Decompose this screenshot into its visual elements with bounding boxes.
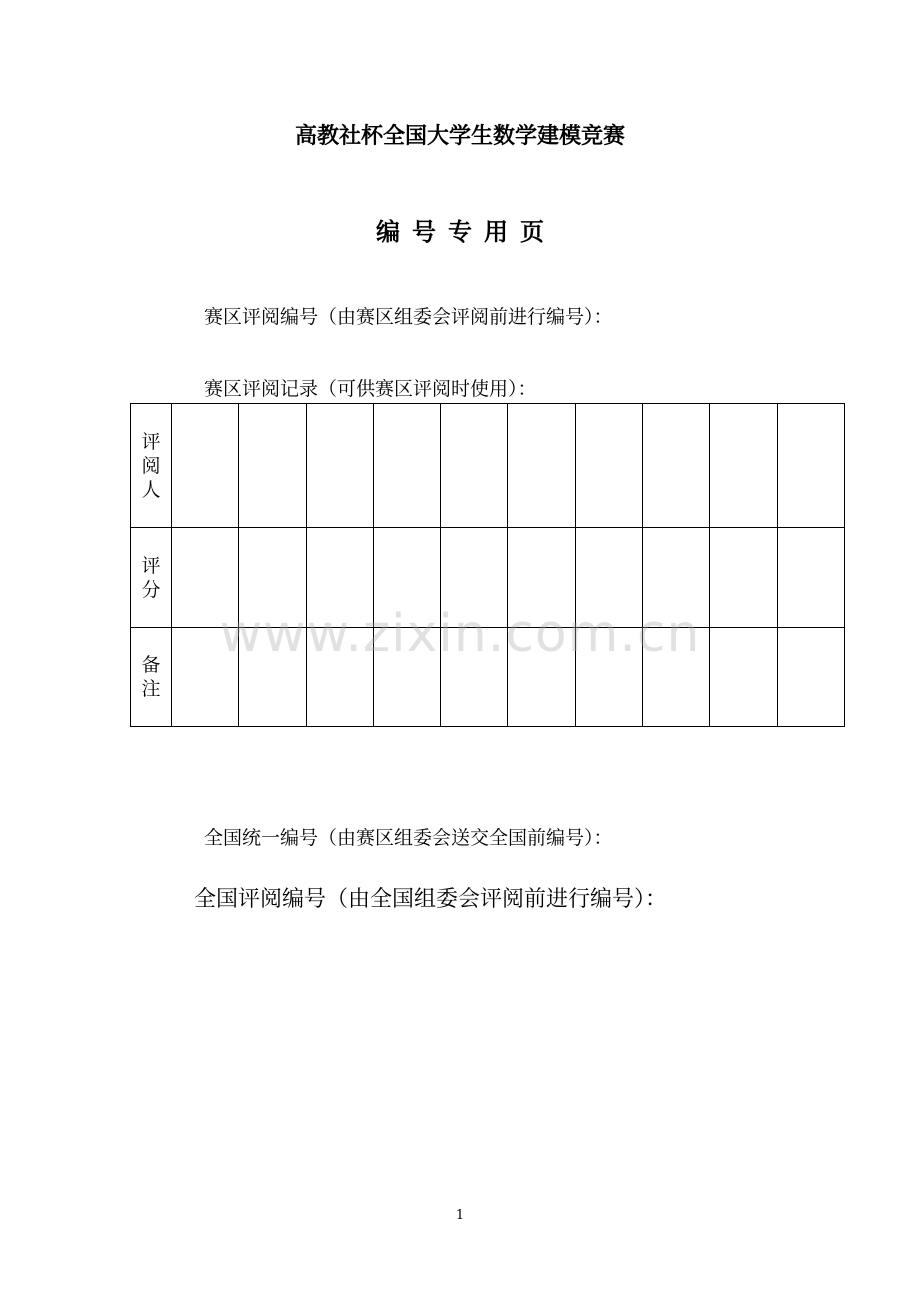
watermark: www.zixin.com.cn <box>219 604 701 664</box>
table-cell[interactable] <box>373 528 440 628</box>
table-cell[interactable] <box>777 528 844 628</box>
table-cell[interactable] <box>239 628 306 727</box>
page-number: 1 <box>455 1208 465 1223</box>
document-subtitle: 编号专用页 <box>376 217 556 246</box>
table-row-score <box>131 528 845 628</box>
row-label-score <box>131 528 172 628</box>
table-cell[interactable] <box>643 628 710 727</box>
table-cell[interactable] <box>508 404 575 528</box>
table-cell[interactable] <box>239 404 306 528</box>
table-cell[interactable] <box>172 528 239 628</box>
table-cell[interactable] <box>373 628 440 727</box>
row-label-text: 评阅人 <box>141 430 161 501</box>
table-cell[interactable] <box>441 528 508 628</box>
table-cell[interactable] <box>306 528 373 628</box>
row-label-remark <box>131 628 172 727</box>
table-cell[interactable] <box>575 528 642 628</box>
table-cell[interactable] <box>441 628 508 727</box>
table-cell[interactable] <box>643 528 710 628</box>
row-label-text: 评分 <box>141 554 161 601</box>
table-cell[interactable] <box>172 404 239 528</box>
table-cell[interactable] <box>373 404 440 528</box>
table-row-remark <box>131 628 845 727</box>
national-review-number-label: 全国评阅编号（由全国组委会评阅前进行编号）： <box>194 887 668 912</box>
row-label-reviewer <box>131 404 172 528</box>
table-cell[interactable] <box>575 628 642 727</box>
table-cell[interactable] <box>710 628 777 727</box>
table-cell[interactable] <box>710 404 777 528</box>
table-cell[interactable] <box>777 628 844 727</box>
table-cell[interactable] <box>172 628 239 727</box>
national-unified-number-label: 全国统一编号（由赛区组委会送交全国前编号）： <box>204 827 613 849</box>
table-cell[interactable] <box>508 628 575 727</box>
table-cell[interactable] <box>306 628 373 727</box>
table-cell[interactable] <box>575 404 642 528</box>
table-row-reviewer <box>131 404 845 528</box>
table-cell[interactable] <box>508 528 575 628</box>
table-cell[interactable] <box>441 404 508 528</box>
row-label-text: 备注 <box>141 654 161 700</box>
table-cell[interactable] <box>306 404 373 528</box>
district-review-number-label: 赛区评阅编号（由赛区组委会评阅前进行编号）： <box>204 306 613 328</box>
table-cell[interactable] <box>710 528 777 628</box>
table-cell[interactable] <box>777 404 844 528</box>
review-record-table <box>130 403 845 727</box>
document-title: 高教社杯全国大学生数学建模竞赛 <box>294 123 625 149</box>
table-cell[interactable] <box>643 404 710 528</box>
table-cell[interactable] <box>239 528 306 628</box>
district-review-record-label: 赛区评阅记录（可供赛区评阅时使用）： <box>204 378 537 400</box>
